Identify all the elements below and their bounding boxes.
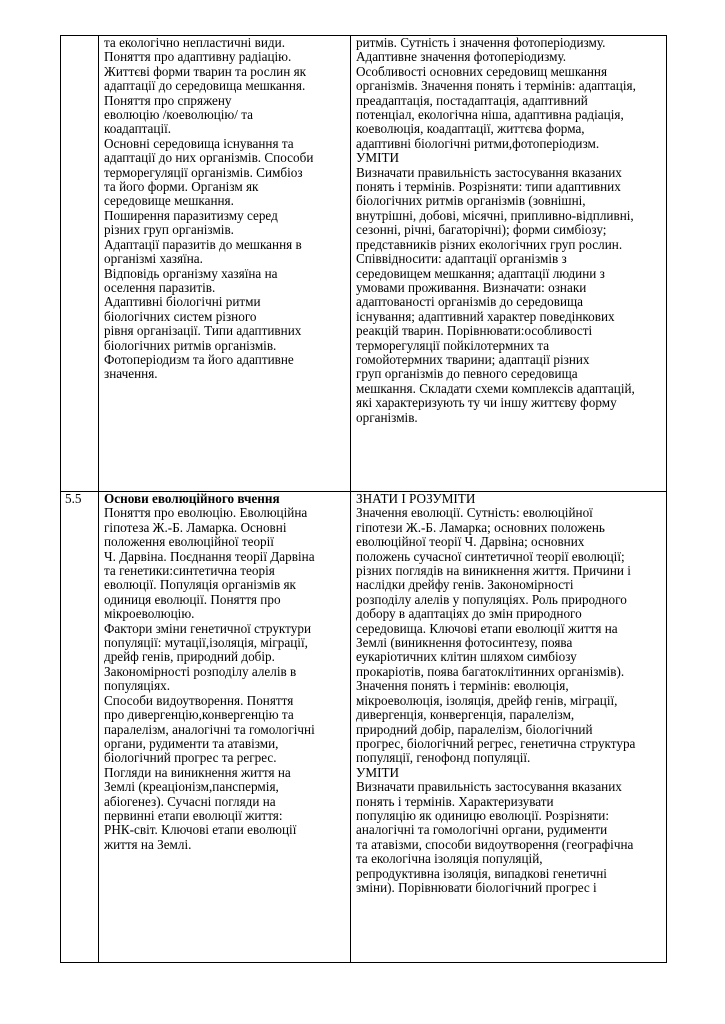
text-line: розподілу алелів у популяціях. Роль природного (356, 591, 627, 607)
text-line: середовища. Ключові етапи еволюції життя на (356, 620, 618, 636)
text-line: різних поглядів на виникнення життя. Причини і (356, 563, 631, 579)
requirements-cell (351, 492, 667, 963)
text-line: прогрес, біологічний регрес, генетична структура (356, 735, 636, 751)
text-line: Способи видоутворення. Поняття (104, 692, 294, 708)
text-line: та атавізми, способи видоутворення (географічна (356, 836, 634, 852)
text-line: Поширення паразитизму серед (104, 207, 278, 223)
text-line: біологічних ритмів організмів. (104, 337, 277, 353)
table-row (61, 492, 667, 963)
text-line: Закономірності розподілу алелів в (104, 663, 297, 679)
row-number-cell (61, 36, 99, 492)
text-line: еволюції. Популяція організмів як (104, 577, 296, 593)
text-line: та його форми. Організм як (104, 179, 259, 195)
text-line: преадаптація, постадаптація, адаптивний (356, 92, 588, 108)
text-line: аналогічні та гомологічні органи, рудименти (356, 822, 608, 838)
text-line: Поняття про еволюцію. Еволюційна (104, 505, 308, 521)
text-line: біологічних систем різного (104, 308, 257, 324)
text-line: одиниця еволюції. Поняття про (104, 591, 281, 607)
text-line: Особливості основних середовищ мешкання (356, 63, 608, 79)
text-line: абіогенез). Сучасні погляди на (104, 793, 276, 809)
text-line: УМІТИ (356, 764, 400, 780)
text-line: Поняття про спряжену (104, 92, 232, 108)
text-line: дрейф генів, природний добір. (104, 649, 275, 665)
text-line: терморегуляції організмів. Симбіоз (104, 164, 303, 180)
text-line: гіпотези Ж.-Б. Ламарка; основних положень (356, 519, 605, 535)
text-line: Відповідь організму хазяїна на (104, 265, 278, 281)
row-number-cell: 5.5 (61, 492, 99, 963)
text-line: Життєві форми тварин та рослин як (104, 63, 307, 79)
text-line: ЗНАТИ І РОЗУМІТИ (356, 491, 476, 506)
text-line: Ч. Дарвіна. Поєднання теорії Дарвіна (104, 548, 315, 564)
text-line: Основні середовища існування та (104, 135, 294, 151)
text-line: Визначати правильність застосування вказаних (356, 779, 622, 795)
text-line: та екологічно непластичні види. (104, 35, 285, 50)
text-line: значення. (104, 366, 158, 382)
text-line: Співвідносити: адаптації організмів з (356, 251, 567, 267)
text-line: організмів. Значення понять і термінів: адаптація, (356, 78, 636, 94)
text-line: прокаріотів, поява багатоклітинних організмів). (356, 663, 625, 679)
text-line: гіпотеза Ж.-Б. Ламарка. Основні (104, 519, 287, 535)
text-line: репродуктивна ізоляція, випадкові генетичні (356, 865, 607, 881)
curriculum-table (60, 35, 667, 963)
text-line: популяціях. (104, 678, 171, 694)
text-line: УМІТИ (356, 150, 400, 166)
text-line: організмі хазяїна. (104, 251, 203, 267)
text-line: мікроеволюція, ізоляція, дрейф генів, міграції, (356, 692, 618, 708)
text-line: понять і термінів. Характеризувати (356, 793, 554, 809)
text-line: Значення еволюції. Сутність: еволюційної (356, 505, 593, 521)
requirements-cell (351, 36, 667, 492)
text-line: сезонні, річні, багаторічні); форми симбіозу; (356, 222, 607, 238)
text-line: умовами проживання. Визначати: ознаки (356, 279, 587, 295)
text-line: Поняття про адаптивну радіацію. (104, 49, 292, 65)
text-line: мікроеволюцію. (104, 606, 195, 622)
text-line: внутрішні, добові, місячні, припливно-відпливні, (356, 207, 634, 223)
text-line: еволюцію /коеволюцію/ та (104, 107, 254, 123)
text-line: Фактори зміни генетичної структури (104, 620, 312, 636)
text-line: положень сучасної синтетичної теорії еволюції; (356, 548, 625, 564)
text-line: адаптації до них організмів. Способи (104, 150, 314, 166)
text-line: адаптованості організмів до середовища (356, 294, 584, 310)
text-line: потенціал, екологічна ніша, адаптивна радіація, (356, 107, 624, 123)
text-line: популяцію як одиницю еволюції. Розрізняти: (356, 807, 610, 823)
text-line: паралелізм, аналогічні та гомологічні (104, 721, 315, 737)
text-line: положення еволюційної теорії (104, 534, 274, 550)
text-line: дивергенція, конвергенція, паралелізм, (356, 707, 575, 723)
text-line: Землі (виникнення фотосинтезу, поява (356, 635, 573, 651)
content-cell (99, 36, 351, 492)
text-line: Землі (креаціонізм,панспермія, (104, 779, 279, 795)
text-line: ритмів. Сутність і значення фотоперіодизму. (356, 35, 606, 50)
text-line: добору в адаптаціях до змін природного (356, 606, 582, 622)
text-line: популяції: мутації,ізоляція, міграції, (104, 635, 308, 651)
text-line: Адаптивне значення фотоперіодизму. (356, 49, 567, 65)
text-line: адаптації до середовища мешкання. (104, 78, 306, 94)
text-line: органи, рудименти та атавізми, (104, 735, 279, 751)
text-line: біологічних ритмів організмів (зовнішні, (356, 193, 586, 209)
text-line: та екологічна ізоляція популяцій, (356, 851, 543, 867)
text-line: еволюційної теорії Ч. Дарвіна; основних (356, 534, 585, 550)
text-line: оселення паразитів. (104, 279, 216, 295)
text-line: біологічний прогрес та регрес. (104, 750, 277, 766)
text-line: Адаптивні біологічні ритми (104, 294, 261, 310)
text-line: реакцій тварин. Порівнювати:особливості (356, 323, 593, 339)
text-line: Фотоперіодизм та його адаптивне (104, 351, 294, 367)
content-cell (99, 492, 351, 963)
text-line: різних груп організмів. (104, 222, 234, 238)
text-line: адаптивні біологічні ритми,фотоперіодизм. (356, 135, 600, 151)
text-line: груп організмів до певного середовища (356, 366, 578, 382)
text-line: які характеризують ту чи іншу життєву форму (356, 395, 617, 411)
text-line: природний добір, паралелізм, біологічний (356, 721, 593, 737)
text-line: середовищем мешкання; адаптації людини з (356, 265, 605, 281)
text-line: еукаріотичних клітин шляхом симбіозу (356, 649, 577, 665)
text-line: терморегуляції пойкілотермних та (356, 337, 550, 353)
text-line: життя на Землі. (104, 836, 192, 852)
text-line: середовище мешкання. (104, 193, 234, 209)
text-line: представників різних екологічних груп рослин. (356, 236, 623, 252)
text-line: організмів. (356, 409, 418, 425)
text-line: коеволюція, коадаптації, життєва форма, (356, 121, 585, 137)
text-line: популяції, генофонд популяції. (356, 750, 531, 766)
text-line: Адаптації паразитів до мешкання в (104, 236, 302, 252)
text-line: коадаптації. (104, 121, 172, 137)
text-line: мешкання. Складати схеми комплексів адаптацій, (356, 380, 635, 396)
text-line: Значення понять і термінів: еволюція, (356, 678, 569, 694)
text-line: та генетики:синтетична теорія (104, 563, 275, 579)
text-line: понять і термінів. Розрізняти: типи адаптивних (356, 179, 621, 195)
text-line: існування; адаптивний характер поведінкових (356, 308, 615, 324)
text-line: РНК-світ. Ключові етапи еволюції (104, 822, 297, 838)
section-title: Основи еволюційного вчення (104, 491, 280, 506)
text-line: гомойотермних тварини; адаптації різних (356, 351, 590, 367)
text-line: про дивергенцію,конвергенцію та (104, 707, 294, 723)
text-line: Визначати правильність застосування вказаних (356, 164, 622, 180)
text-line: зміни). Порівнювати біологічний прогрес і (356, 879, 597, 895)
text-line: первинні етапи еволюції життя: (104, 807, 283, 823)
text-line: наслідки дрейфу генів. Закономірності (356, 577, 574, 593)
text-line: Погляди на виникнення життя на (104, 764, 291, 780)
table-row (61, 36, 667, 492)
text-line: рівня організації. Типи адаптивних (104, 323, 302, 339)
